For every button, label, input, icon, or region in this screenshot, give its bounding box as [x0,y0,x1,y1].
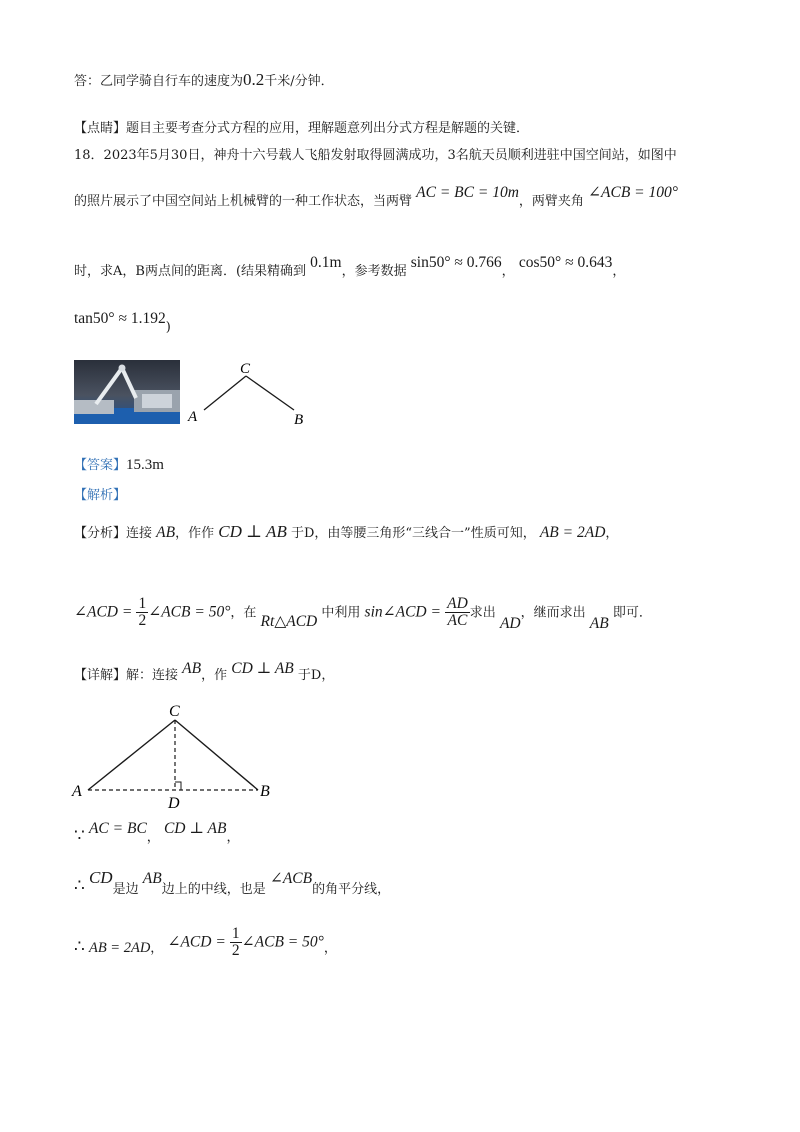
jiexi-tag: 【解析】 [74,488,127,503]
problem-line-4 [74,310,171,335]
figure-angle-acb-svg [186,358,306,428]
segment-ac [88,720,175,790]
answer-line [74,454,164,474]
fraction-ac: AC [447,612,468,630]
detail-line [74,660,335,684]
analysis-ab-2: AB [589,615,609,633]
robotic-arm-photo [74,360,180,424]
step-2-text-1: 是边 [112,882,139,897]
analysis-text-4: ， [605,526,619,541]
step-3-numerator: 1 [231,925,240,942]
analysis-angle-acb-50: ∠ACB = 50° [148,603,231,621]
analysis-angle-acd: ∠ACD = [74,603,133,621]
analysis-text-3: 于D，由等腰三角形“三线合一”性质可知， [290,526,536,541]
therefore-symbol-1: ∴ [74,876,85,895]
segment-cb [175,720,258,790]
right-angle-mark [175,782,181,790]
because-symbol: ∵ [74,826,85,845]
analysis-l2-text-1: ，在 [230,605,257,621]
sin-reference: sin50° ≈ 0.766 [410,254,502,271]
analysis-l2-text-3: 求出 [469,605,496,621]
label-b: B [260,783,270,800]
prev-answer-prefix: 答：乙同学骑自行车的速度为 [74,74,244,89]
analysis-text-1: 连接 [126,526,153,541]
step-2-text-2: 边上的中线，也是 [161,882,266,897]
step-3-angle-acb-50: ∠ACB = 50° [241,933,324,951]
analysis-l2-text-4: ，继而求出 [520,605,586,621]
therefore-symbol-2: ∴ [74,937,85,957]
analysis-line-1 [74,522,618,542]
equation-ac-bc: AC = BC = 10m [416,184,519,201]
analysis-sin-acd: sin∠ACD = [364,603,441,621]
label-a: A [72,783,82,800]
step-2-ab: AB [142,870,162,887]
problem-line-2-text-a: 的照片展示了中国空间站上机械臂的一种工作状态，当两臂 [74,194,413,209]
detail-cd-perp-ab: CD ⊥ AB [231,660,294,677]
problem-line-3-text-d: ， [612,264,626,279]
step-1-comma-1: ， [146,830,160,845]
label-d: D [168,795,180,812]
analysis-cd-perp-ab: CD ⊥ AB [218,522,287,541]
step-1-ac-bc: AC = BC [88,820,147,837]
step-3 [74,926,337,960]
analysis-tag: 【分析】 [74,526,127,541]
step-1-cd-perp-ab: CD ⊥ AB [163,820,227,837]
analysis-rt-triangle: Rt△ACD [260,613,318,631]
analysis-text-2: ，作作 [175,526,215,541]
problem-line-3-text-b: ，参考数据 [341,264,407,279]
step-3-ab-2ad: AB = 2AD [88,940,151,957]
problem-line-2-text-b: ，两臂夹角 [518,194,584,209]
step-3-fraction-half [230,926,242,960]
fraction-ad: AD [447,595,468,612]
figure-triangle-abc [70,700,280,812]
step-3-comma-1: ， [150,941,164,957]
segment-ac [204,376,246,410]
detail-ab: AB [182,660,202,677]
figure-angle-acb [186,358,306,428]
label-a: A [188,409,198,425]
step-2-cd: CD [88,868,113,887]
analysis-fraction-ad-ac [445,596,470,630]
step-1 [74,818,240,845]
problem-line-1: 18．2023年5月30日，神舟十六号载人飞船发射取得圆满成功，3名航天员顺利进驻中国空间站，如图中 [74,148,677,163]
analysis-fraction-half [136,596,148,630]
prev-answer-suffix: 千米/分钟． [264,74,334,89]
label-c: C [169,703,180,720]
step-1-comma-2: ， [226,830,240,845]
cos-reference: cos50° ≈ 0.643 [518,254,613,271]
analysis-line-2 [74,595,652,633]
dianjing-tag: 【点睛】 [74,121,127,136]
prev-answer-value: 0.2 [243,70,265,89]
analysis-ab: AB [156,524,176,541]
detail-text-1: 解：连接 [126,668,179,683]
label-c: C [240,361,251,377]
tan-reference: tan50° ≈ 1.192 [74,310,166,327]
problem-line-3-text-c: ， [501,264,515,279]
detail-text-3: 于D， [297,668,335,683]
precision-value: 0.1m [310,254,342,271]
dianjing-text: 题目主要考查分式方程的应用，理解题意列出分式方程是解题的关键． [126,121,530,136]
answer-value: 15.3m [126,457,164,473]
problem-line-2 [74,184,678,210]
analysis-l2-text-2: 中利用 [321,605,361,621]
step-2 [74,868,391,897]
figure-triangle-abc-svg [70,700,280,812]
problem-line-3 [74,254,626,280]
robotic-arm-photo-graphic [74,360,180,424]
prev-answer-line [74,70,334,90]
analysis-ab-2ad: AB = 2AD [539,524,606,541]
step-3-angle-acd: ∠ACD = [167,933,226,951]
equation-angle-acb: ∠ACB = 100° [588,184,678,201]
dianjing-line [74,117,529,136]
step-2-text-3: 的角平分线， [312,882,391,897]
analysis-ad: AD [499,615,521,633]
fraction-denominator: 2 [138,612,147,630]
step-3-comma-2: ， [323,941,337,957]
segment-cb [246,376,294,410]
step-2-angle-acb: ∠ACB [269,870,313,887]
analysis-l2-text-5: 即可． [612,605,652,621]
fraction-numerator: 1 [138,595,147,612]
problem-line-4-end: ) [165,320,171,335]
problem-line-3-text-a: 时，求A，B两点间的距离．(结果精确到 [74,264,307,279]
step-3-denominator: 2 [231,942,240,960]
detail-tag: 【详解】 [74,668,127,683]
answer-tag: 【答案】 [74,458,127,473]
label-b: B [294,412,304,428]
detail-text-2: ，作 [201,668,228,683]
